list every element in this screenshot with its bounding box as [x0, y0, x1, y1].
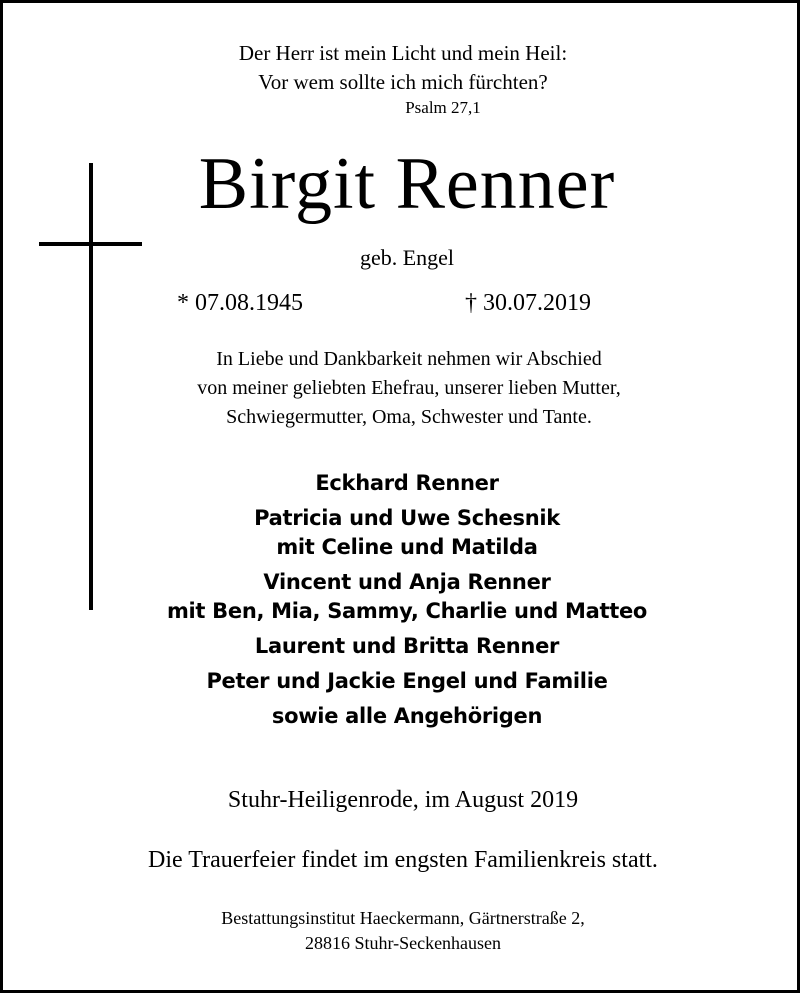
funeral-home [3, 906, 800, 956]
maiden-name: geb. Engel [359, 245, 455, 270]
tribute-line-2: von meiner geliebten Ehefrau, unserer lieben Mutter, [197, 377, 621, 399]
bible-verse-line-1: Der Herr ist mein Licht und mein Heil: [238, 41, 568, 65]
deceased-name: Birgit Renner [198, 143, 616, 225]
birth-date: * 07.08.1945 [177, 290, 303, 316]
mourner-line: sowie alle Angehörigen [271, 704, 543, 728]
mourner-line: Patricia und Uwe Schesnik [254, 506, 560, 530]
mourners-list [7, 467, 800, 733]
mourner-line: Peter und Jackie Engel und Familie [206, 669, 608, 693]
mourner-line: Eckhard Renner [315, 471, 499, 495]
tribute-line-3: Schwiegermutter, Oma, Schwester und Tante. [226, 406, 592, 428]
mourner-line: mit Celine und Matilda [276, 535, 538, 559]
mourner-line: Vincent und Anja Renner [263, 570, 551, 594]
ceremony-notice: Die Trauerfeier findet im engsten Familienkreis statt. [148, 847, 658, 873]
mourner-line: mit Ben, Mia, Sammy, Charlie und Matteo [166, 599, 648, 623]
place-and-date: Stuhr-Heiligenrode, im August 2019 [227, 787, 579, 813]
tribute-line-1: In Liebe und Dankbarkeit nehmen wir Abschied [216, 348, 602, 370]
tribute-text [9, 345, 800, 432]
death-date: † 30.07.2019 [465, 290, 591, 316]
bible-verse [3, 39, 800, 97]
bible-verse-line-2: Vor wem sollte ich mich fürchten? [258, 70, 548, 94]
bible-verse-source: Psalm 27,1 [405, 98, 481, 117]
funeral-home-line-1: Bestattungsinstitut Haeckermann, Gärtnerstraße 2, [221, 908, 585, 928]
funeral-home-line-2: 28816 Stuhr-Seckenhausen [304, 933, 502, 953]
mourner-line: Laurent und Britta Renner [254, 634, 560, 658]
